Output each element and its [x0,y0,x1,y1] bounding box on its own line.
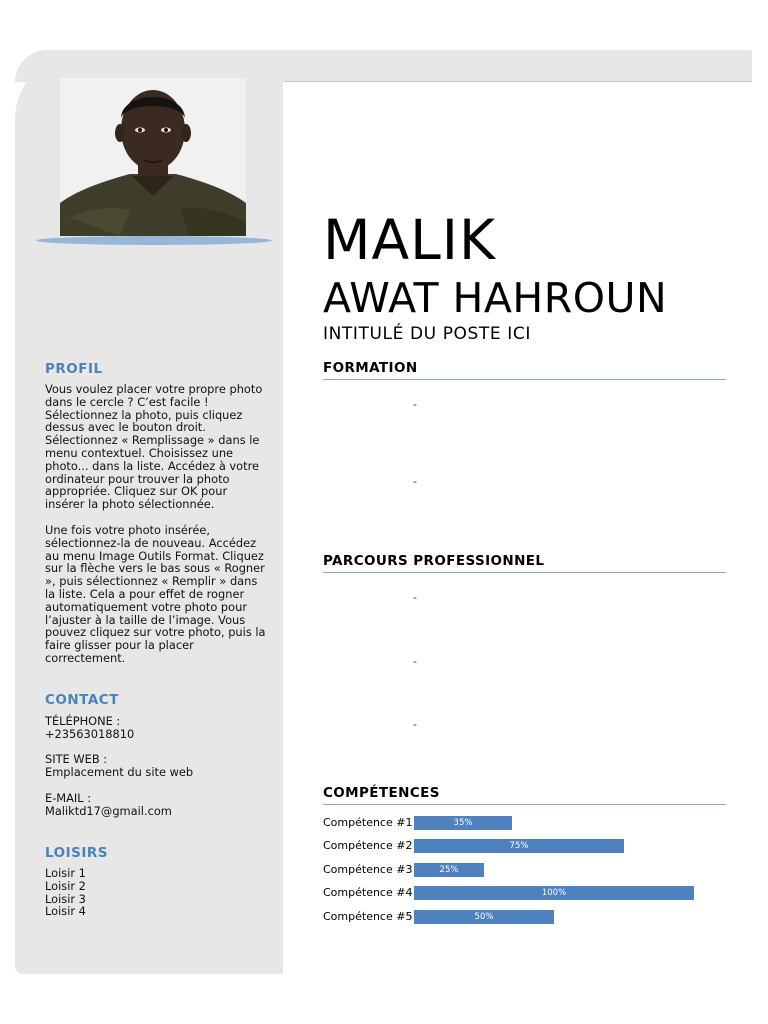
skill-label: Compétence #1 [323,816,413,829]
experience-item: - [413,718,417,731]
last-name: AWAT HAHROUN [323,274,668,322]
skill-label: Compétence #3 [323,863,413,876]
hobbies-heading: LOISIRS [45,845,108,861]
phone-value[interactable]: +23563018810 [45,726,135,741]
website-label: SITE WEB : [45,752,108,767]
skill-label: Compétence #4 [323,886,413,899]
experience-heading: PARCOURS PROFESSIONNEL [323,553,726,573]
education-item: - [413,398,417,411]
photo-shadow [36,236,272,245]
experience-item: - [413,591,417,604]
education-heading: FORMATION [323,360,726,380]
profile-photo[interactable] [60,78,246,236]
skill-bar: 75% [414,839,624,853]
top-divider [284,81,752,82]
hobby-item: Loisir 3 [45,891,86,906]
email-label: E-MAIL : [45,790,92,805]
skill-bar: 100% [414,886,694,900]
hobby-item: Loisir 4 [45,904,86,919]
phone-label: TÉLÉPHONE : [45,714,121,728]
hobby-item: Loisir 2 [45,878,86,893]
skill-bar: 50% [414,910,554,924]
skills-heading: COMPÉTENCES [323,785,726,805]
hobby-item: Loisir 1 [45,866,86,880]
person-portrait-icon [60,78,246,236]
job-title: INTITULÉ DU POSTE ICI [323,324,531,344]
skill-bar: 35% [414,816,512,830]
profile-heading: PROFIL [45,361,103,377]
profile-paragraph-2: Une fois votre photo insérée, sélectionnez-la de nouveau. Accédez au menu Image Outils Format. Cliquez sur la flèche vers le bas sous « Rogner », puis sélectionnez « Remplir » dans la liste. Cela a pour effet de rogner automatiquement votre photo pour l’ajuster à la taille de l’image. Vous pouvez cliquez sur votre photo, puis la faire glisser pour la placer correctement. [45,523,266,665]
skill-label: Compétence #2 [323,839,413,852]
experience-item: - [413,655,417,668]
contact-email [45,792,267,818]
contact-website [45,753,267,779]
hobbies-list [45,867,267,918]
contact-list [45,715,267,830]
contact-phone [45,715,267,741]
profile-paragraph-1: Vous voulez placer votre propre photo dans le cercle ? C’est facile ! Sélectionnez la photo, puis cliquez dessus avec le bouton droit. Sélectionnez « Remplissage » dans le menu contextuel. Choisissez une photo... dans la liste. Accédez à votre ordinateur pour trouver la photo appropriée. Cliquez sur OK pour insérer la photo sélectionnée. [45,382,263,512]
skill-bar: 25% [414,863,484,877]
education-item: - [413,475,417,488]
contact-heading: CONTACT [45,692,119,708]
skill-label: Compétence #5 [323,910,413,923]
email-value[interactable]: Maliktd17@gmail.com [45,803,172,818]
website-value[interactable]: Emplacement du site web [45,765,194,780]
first-name: MALIK [323,208,497,272]
